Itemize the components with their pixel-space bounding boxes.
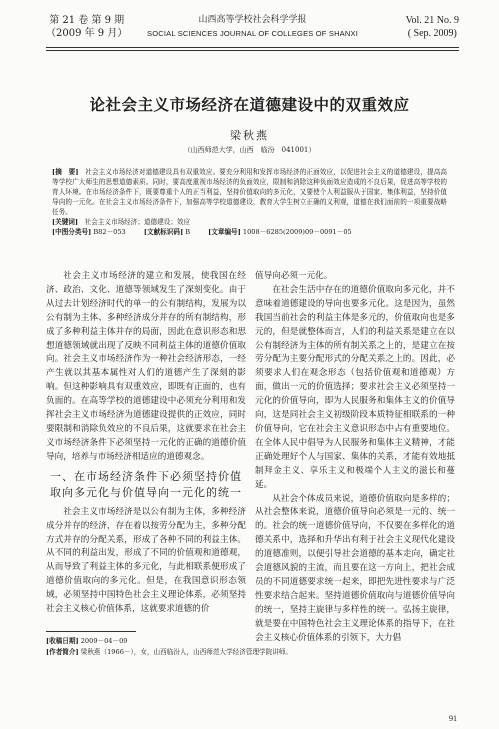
- classification-line: [52, 227, 447, 237]
- article-author: 梁秋燕: [230, 129, 269, 142]
- header-vol-en: Vol. 21 No. 9: [405, 15, 459, 26]
- body-paragraph: 值导向必须一元化。: [255, 271, 333, 281]
- keywords-line: [52, 217, 447, 227]
- body-column-left: [46, 270, 246, 635]
- abstract-paragraph: [52, 167, 447, 217]
- body-paragraph: 社会主义市场经济的建立和发展，使我国在经济、政治、文化、道德等领域发生了深刻变化。由于从过去计划经济时代的单一的公有制结构，发展为以公有制为主体、多种经济成分并存的所有制结构，形成了多种利益主体并存的局面，因此在意识形态和思想道德领域就出现了反映不同利益主体的道德价值取向。社会主义市场经济作为一种社会经济形态，一经产生就以其基本属性对人们的道德产生了深刻的影响。但这种影响具有双重效应，即既有正面的，也有负面的。在高等学校的道德建设中必须充分利用和发挥社会主义市场经济为道德建设提供的正效应，同时要限制和消除负效应的不良后果，这就要求在社会主义市场经济条件下必须坚持一元化的正确的道德价值导向，培养与市场经济相适应的道德观念。: [46, 271, 246, 462]
- article-number-value: 1008－6285(2009)09－0091－05: [242, 228, 352, 236]
- header-journal: [46, 14, 459, 40]
- page-number: 91: [449, 714, 457, 723]
- header-rule-thick: [46, 47, 459, 48]
- clc-value: B82－053: [93, 228, 126, 236]
- section-heading: 一、在市场经济条件下必须坚持价值取向多元化与价值导向一元化的统一: [50, 469, 242, 500]
- header-rule-thin: [46, 50, 459, 51]
- received-label: [收稿日期]: [46, 637, 79, 645]
- keywords-text: 社会主义市场经济；道德建设；效应: [84, 218, 191, 226]
- header-journal-cn: 山西高等学校社会科学学报: [198, 15, 307, 25]
- doc-value: B: [185, 228, 191, 236]
- body-paragraph: 从社会个体成员来说，道德价值取向是多样的；从社会整体来说，道德价值导向必须是一元的、统一的。社会的统一道德价值导向，不仅要在多样化的道德关系中，选择和升华出有利于社会主义现代化建设的道德准则，以便引导社会道德的基本走向，确定社会道德风貌的主流，而且要在这一方向上，把社会成员的不同道德要求统一起来，即把先进性要求与广泛性要求结合起来。坚持道德价值取向与道德价值导向的统一，坚持主旋律与多样性的统一。弘扬主旋律，就是要在中国特色社会主义理论体系的指导下，在社会主义核心价值体系的引领下，大力倡: [255, 493, 455, 643]
- abstract-text: 社会主义市场经济对道德建设具有双重效应。要充分利用和发挥市场经济的正面效应，以促进社会主义的道德建设，提高高等学校广大师生的思想道德素质。同时，要高度重视市场经济的负面效应，限制和消除这种负面效应造成的不良后果，促进高等学校的育人环境。在市场经济条件下，既要尊重个人的正当利益，坚持价值取向的多元化，又要使个人利益服从于国家、集体利益，坚持价值导向的一元化。在社会主义市场经济条件下，加强高等学校道德建设，教育大学生树立正确的义利观，道德在我们面前的一项重要战略任务。: [52, 168, 447, 216]
- article-title: 论社会主义市场经济在道德建设中的双重效应: [89, 96, 410, 114]
- header-vol-cn: 第 21 卷 第 9 期: [49, 15, 125, 26]
- header-date-cn: （2009 年 9 月）: [46, 28, 128, 39]
- body-paragraph: 在社会生活中存在的道德价值取向多元化，并不意味着道德建设的导向也要多元化。这是因为，虽然我国当前社会的利益主体是多元的，价值取向也是多元的，但是就整体而言，人们的利益关系是建立在以公有制经济为主体的所有制关系之上的，是建立在按劳分配为主要分配形式的分配关系之上的。因此，必须要求人们在观念形态（包括价值观和道德观）方面，做出一元的价值选择；要求社会主义必须坚持一元化的价值导向，即为人民服务和集体主义的价值导向，这是同社会主义初级阶段本质特征相联系的一种价值导向，它在社会主义意识形态中占有重要地位。在全体人民中倡导为人民服务和集体主义精神，才能正确处理好个人与国家、集体的关系，才能有效地抵制拜金主义、享乐主义和极端个人主义的滋长和蔓延。: [255, 284, 455, 490]
- header-journal-en: SOCIAL SCIENCES JOURNAL OF COLLEGES OF SHANXI: [147, 29, 358, 38]
- received-date: 2009－04－09: [80, 637, 128, 645]
- keywords-label: [关键词]: [52, 218, 79, 226]
- abstract-block: [52, 167, 447, 237]
- footnote-block: [46, 636, 446, 658]
- header-volume-en: [406, 14, 459, 40]
- header-date-en: ( Sep. 2009): [407, 28, 457, 39]
- author-bio: 梁秋燕（1966－），女，山西临汾人，山西师范大学经济管理学院讲师。: [80, 648, 293, 656]
- body-column-right: [255, 270, 455, 690]
- footnote-rule: [46, 631, 136, 632]
- abstract-label: [摘 要]: [52, 168, 79, 176]
- clc-label: [中图分类号]: [52, 228, 92, 236]
- author-bio-line: [46, 647, 446, 658]
- article-affiliation: （山西师范大学，山西 临汾 041001）: [183, 146, 316, 154]
- running-header: [46, 14, 459, 44]
- doc-label: [文献标识码]: [143, 228, 184, 236]
- article-number-label: [文章编号]: [208, 228, 241, 236]
- author-bio-label: [作者简介]: [46, 648, 79, 656]
- body-paragraph: 社会主义市场经济是以公有制为主体，多种经济成分并存的经济，存在着以按劳分配为主，多种分配方式并存的分配关系，形成了各种不同的利益主体。从不同的利益出发，形成了不同的价值观和道德观，从而导致了利益主体的多元化，与此相联系便形成了道德价值取向的多元化。但是，在我国意识形态领域，必须坚持中国特色社会主义理论体系，必须坚持社会主义核心价值体系，这就要求道德的价: [46, 506, 246, 615]
- received-date-line: [46, 636, 446, 647]
